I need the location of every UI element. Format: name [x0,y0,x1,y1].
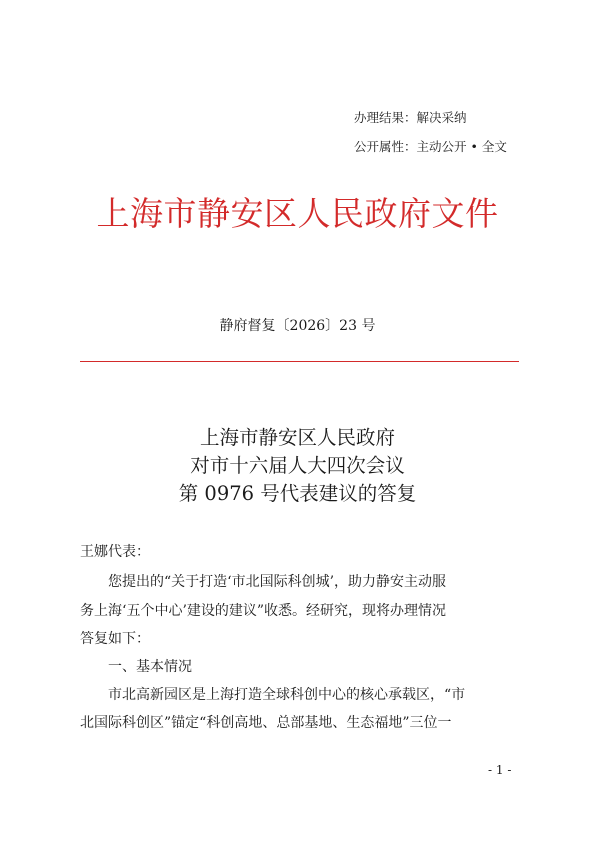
page-number: - 1 - [488,763,512,777]
document-title-line-3: 第 0976 号代表建议的答复 [178,482,417,505]
disclosure-attribute: 公开属性：主动公开 • 全文 [354,139,507,154]
handling-result: 办理结果：解决采纳 [354,110,467,125]
paragraph-1-line-3: 答复如下： [80,631,150,647]
paragraph-1-line-1: 您提出的“关于打造‘市北国际科创城’，助力静安主动服 [108,574,447,590]
section-heading: 一、基本情况 [108,659,192,675]
document-number: 静府督复〔2026〕23 号 [219,318,376,334]
red-divider-line [80,361,519,362]
salutation: 王娜代表： [80,544,150,560]
issuer-header-title: 上海市静安区人民政府文件 [96,194,499,233]
document-title-line-1: 上海市静安区人民政府 [199,426,395,449]
document-title-line-2: 对市十六届人大四次会议 [190,454,405,477]
paragraph-1-line-2: 务上海‘五个中心’建设的建议”收悉。经研究，现将办理情况 [80,603,447,619]
paragraph-2-line-2: 北国际科创区”锚定“科创高地、总部基地、生态福地”三位一 [80,715,452,731]
paragraph-2-line-1: 市北高新园区是上海打造全球科创中心的核心承载区，“市 [108,687,466,703]
